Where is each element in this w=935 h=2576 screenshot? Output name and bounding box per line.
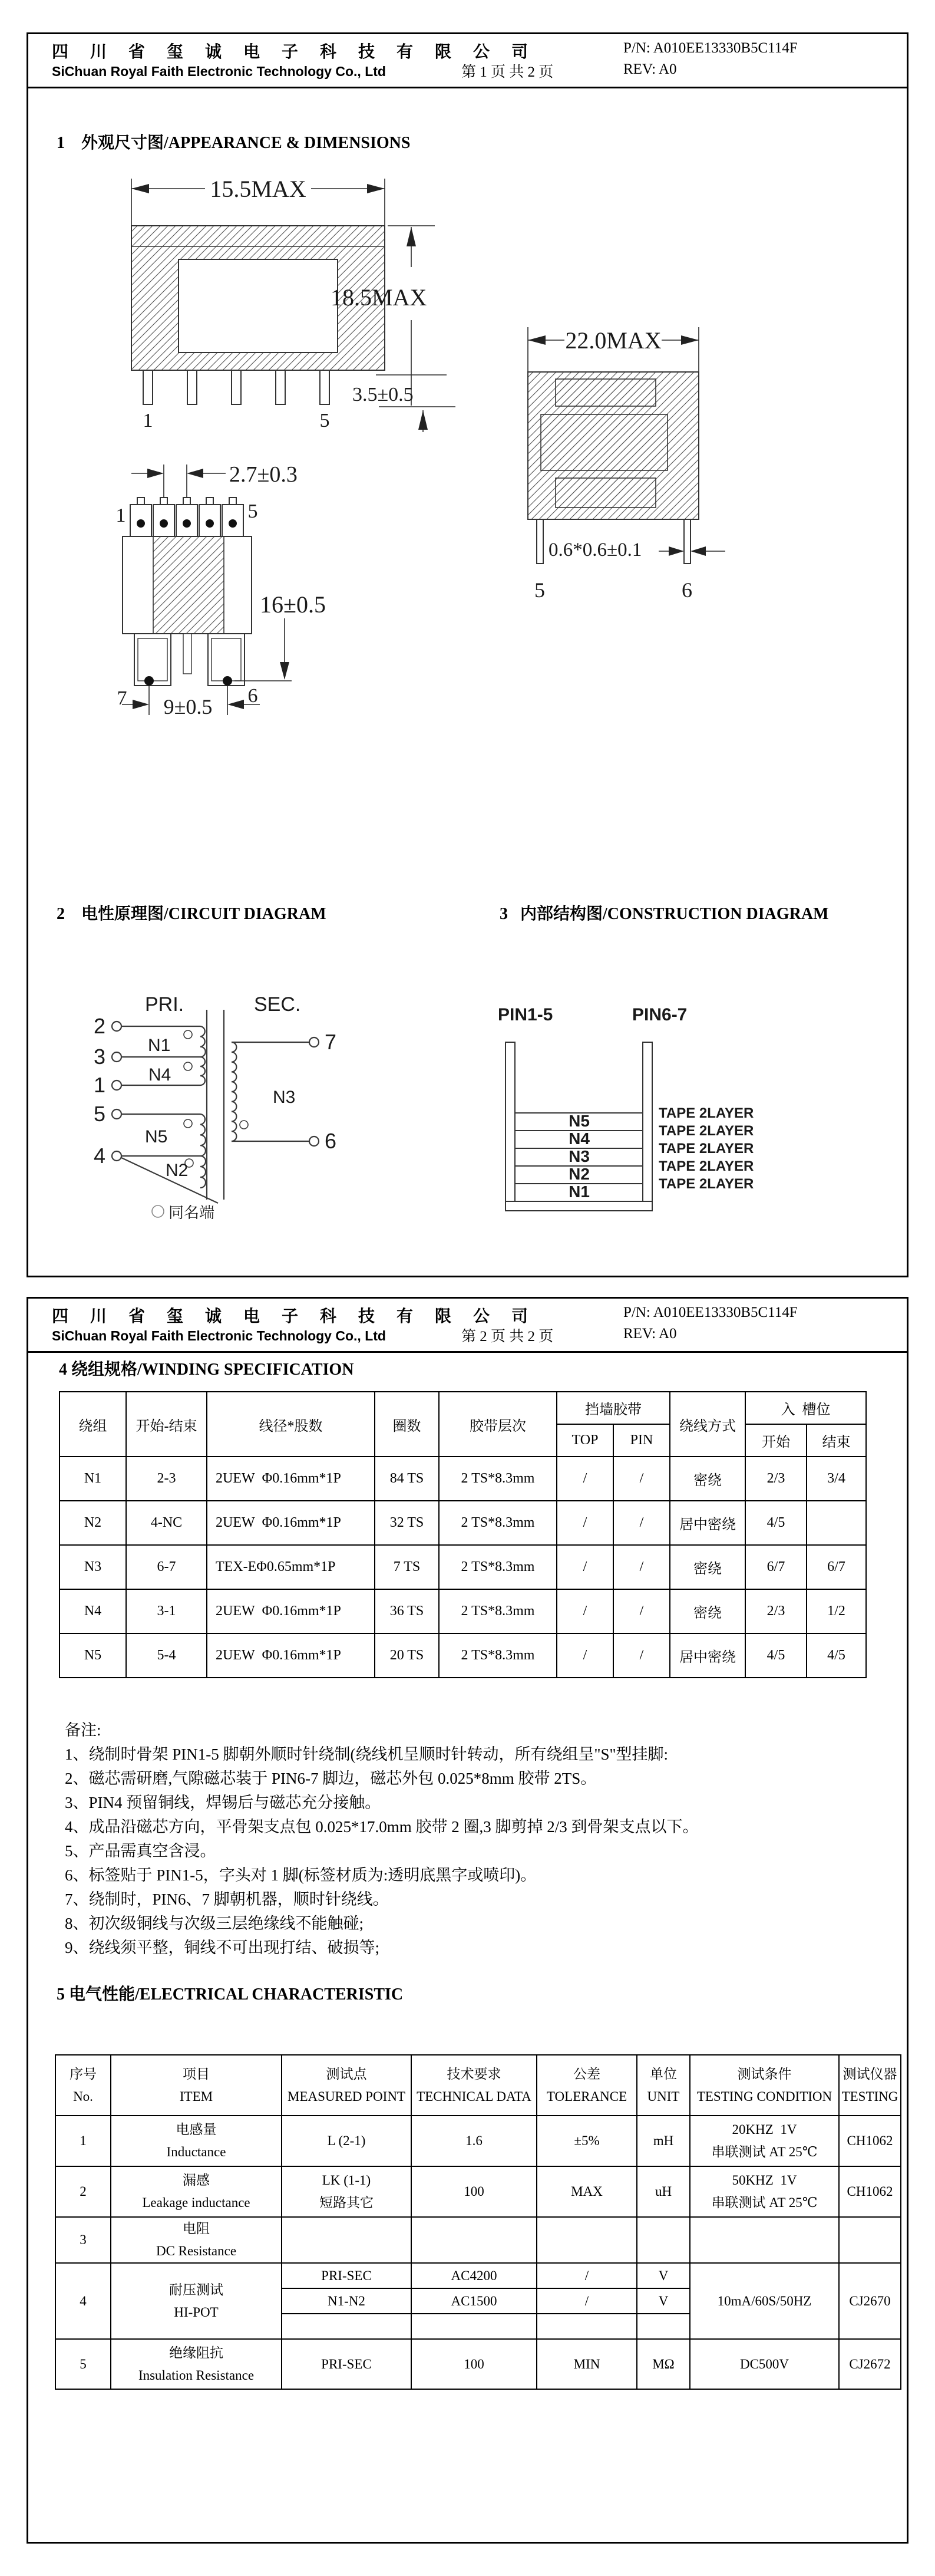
cell: 密绕 <box>670 1457 745 1501</box>
col-header-tol <box>537 2055 637 2116</box>
dim-arrow-up <box>407 227 416 246</box>
note-line: 7、绕制时，PIN6、7 脚朝机器，顺时针绕线。 <box>65 1890 389 1908</box>
cell-tol: MIN <box>537 2339 637 2389</box>
dim-arrow-left <box>131 184 149 193</box>
pri-pin-2: 2 <box>93 1014 105 1038</box>
cell: 4/5 <box>745 1633 807 1678</box>
cell-no: 1 <box>55 2116 111 2166</box>
point-line1: LK (1-1) <box>322 2173 371 2188</box>
pin-label-5: 5 <box>319 410 330 431</box>
table-header-row <box>55 2055 901 2116</box>
layer-label-n5: N5 <box>569 1112 590 1130</box>
page-number: 第 1 页 共 2 页 <box>461 64 554 80</box>
cell: 密绕 <box>670 1589 745 1633</box>
note-line: 6、标签贴于 PIN1-5，字头对 1 脚(标签材质为:透明底黑字或喷印)。 <box>65 1866 537 1884</box>
cell: / <box>557 1545 613 1589</box>
dimension-pitch: 2.7±0.3 <box>229 462 298 487</box>
notes-block <box>65 1718 699 1960</box>
table-row <box>60 1589 866 1633</box>
notes-title: 备注: <box>65 1721 101 1739</box>
part-number: P/N: A010EE13330B5C114F <box>623 1305 798 1320</box>
cell-cond <box>690 2166 839 2217</box>
tape-label-2: TAPE 2LAYER <box>659 1123 754 1139</box>
cell-point: L (2-1) <box>282 2116 411 2166</box>
tape-label-3: TAPE 2LAYER <box>659 1141 754 1157</box>
secondary-label: SEC. <box>254 993 301 1016</box>
sec-pin-6: 6 <box>325 1129 337 1153</box>
pin-6 <box>684 519 690 564</box>
item-en: HI-POT <box>174 2304 219 2320</box>
cell: / <box>613 1633 670 1678</box>
layer-label-n1: N1 <box>569 1182 590 1201</box>
header-en: TECHNICAL DATA <box>417 2089 531 2104</box>
page-1 <box>27 32 908 1277</box>
dim-arrow-right <box>681 335 699 345</box>
header-cn: 测试条件 <box>737 2066 792 2081</box>
cell: 36 TS <box>375 1589 439 1633</box>
circuit-diagram <box>72 969 438 1228</box>
cell: 居中密绕 <box>670 1501 745 1545</box>
col-header-start-end: 开始-结束 <box>126 1392 207 1457</box>
cell: 84 TS <box>375 1457 439 1501</box>
cell-point <box>282 2217 411 2263</box>
cell-tol <box>537 2217 637 2263</box>
cell: N2 <box>60 1501 126 1545</box>
cell: 6/7 <box>745 1545 807 1589</box>
item-en: Leakage inductance <box>142 2195 250 2210</box>
pin-blocks <box>130 498 243 536</box>
tape-label-1: TAPE 2LAYER <box>659 1105 754 1121</box>
note-line: 3、PIN4 预留铜线，焊锡后与磁芯充分接触。 <box>65 1794 381 1811</box>
pad-label-7: 7 <box>117 687 127 709</box>
item-cn: 电阻 <box>183 2221 210 2236</box>
cell-point: PRI-SEC <box>282 2263 411 2288</box>
table-row <box>55 2339 901 2389</box>
bobbin-wall-left <box>506 1042 515 1201</box>
dim-arrow-span-r <box>227 700 244 709</box>
cell-equip: CH1062 <box>839 2116 901 2166</box>
header-cn: 技术要求 <box>447 2066 501 2081</box>
dimension-height: 16±0.5 <box>260 591 326 618</box>
cell-no: 5 <box>55 2339 111 2389</box>
cell-cond: DC500V <box>690 2339 839 2389</box>
header-cn: 测试仪器 <box>843 2066 897 2081</box>
cell: 3-1 <box>126 1589 207 1633</box>
cond-line1: 20KHZ 1V <box>732 2122 797 2137</box>
cell: 7 TS <box>375 1545 439 1589</box>
col-header-no <box>55 2055 111 2116</box>
col-header-turns: 圈数 <box>375 1392 439 1457</box>
company-name-cn: 四 川 省 玺 诚 电 子 科 技 有 限 公 司 <box>52 1307 537 1326</box>
dimension-width: 22.0MAX <box>565 327 662 354</box>
company-name-cn: 四 川 省 玺 诚 电 子 科 技 有 限 公 司 <box>52 43 537 61</box>
header-en: ITEM <box>179 2089 213 2104</box>
cell: N3 <box>60 1545 126 1589</box>
pin-label-6: 6 <box>682 578 692 602</box>
cell: 密绕 <box>670 1545 745 1589</box>
cell: / <box>613 1457 670 1501</box>
section2-title: 2 电性原理图/CIRCUIT DIAGRAM <box>57 905 326 923</box>
cell: / <box>613 1501 670 1545</box>
cell-point: PRI-SEC <box>282 2339 411 2389</box>
item-cn: 耐压测试 <box>169 2282 223 2297</box>
revision: REV: A0 <box>623 61 677 77</box>
cell-data: 100 <box>411 2339 537 2389</box>
note-line: 2、磁芯需研磨,气隙磁芯装于 PIN6-7 脚边，磁芯外包 0.025*8mm 胶带 2TS。 <box>65 1770 597 1787</box>
side-view-drawing <box>508 320 886 603</box>
cell-item <box>111 2339 282 2389</box>
dimension-pin-length: 3.5±0.5 <box>352 384 414 406</box>
col-header-cond <box>690 2055 839 2116</box>
col-header-winding: 绕组 <box>60 1392 126 1457</box>
cell: 4/5 <box>745 1501 807 1545</box>
col-header-item <box>111 2055 282 2116</box>
col-header-point <box>282 2055 411 2116</box>
cell: 4-NC <box>126 1501 207 1545</box>
bobbin-base <box>506 1201 652 1211</box>
table-row <box>55 2217 901 2263</box>
cell: 2/3 <box>745 1589 807 1633</box>
note-line: 8、初次级铜线与次级三层绝缘线不能触碰; <box>65 1915 364 1932</box>
table-row <box>60 1501 866 1545</box>
cell: 2UEW Φ0.16mm*1P <box>207 1501 375 1545</box>
cell-unit <box>637 2217 690 2263</box>
item-en: Inductance <box>166 2145 226 2159</box>
col-header-method: 绕线方式 <box>670 1392 745 1457</box>
pad-7-dot <box>144 676 154 686</box>
part-number: P/N: A010EE13330B5C114F <box>623 40 798 56</box>
winding-section <box>541 414 668 470</box>
cell-data: AC1500 <box>411 2288 537 2314</box>
col-header-equip <box>839 2055 901 2116</box>
page-number: 第 2 页 共 2 页 <box>461 1329 554 1345</box>
section1-title: 1 外观尺寸图/APPEARANCE & DIMENSIONS <box>57 134 411 152</box>
cell-unit: V <box>637 2288 690 2314</box>
header-cn: 序号 <box>70 2066 97 2081</box>
point-line2: 短路其它 <box>319 2195 374 2210</box>
dim-arrow-span-l <box>133 700 149 709</box>
cell: 2UEW Φ0.16mm*1P <box>207 1633 375 1678</box>
dim-arrow-left <box>528 335 546 345</box>
sec-pin-7: 7 <box>325 1030 337 1054</box>
cell: 3/4 <box>807 1457 866 1501</box>
cell: / <box>557 1589 613 1633</box>
cell-tol: MAX <box>537 2166 637 2217</box>
cell-unit <box>637 2314 690 2339</box>
col-header-slot-start: 开始 <box>745 1424 807 1457</box>
cell: 32 TS <box>375 1501 439 1545</box>
cell-tol: / <box>537 2263 637 2288</box>
layer-label-n3: N3 <box>569 1147 590 1165</box>
col-header-tape: 胶带层次 <box>439 1392 557 1457</box>
cell: 20 TS <box>375 1633 439 1678</box>
header-cn: 测试点 <box>326 2066 367 2081</box>
winding-n5: N5 <box>145 1127 168 1147</box>
header-en: TESTING CONDITION <box>696 2089 832 2104</box>
cell-item <box>111 2217 282 2263</box>
header-cn: 单位 <box>650 2066 677 2081</box>
pin-5 <box>537 519 543 564</box>
cell-data <box>411 2314 537 2339</box>
tape-label-4: TAPE 2LAYER <box>659 1158 754 1174</box>
page-2 <box>27 1297 908 2544</box>
cell: / <box>613 1545 670 1589</box>
tape-label-5: TAPE 2LAYER <box>659 1176 754 1192</box>
cell: / <box>557 1501 613 1545</box>
item-cn: 漏感 <box>183 2173 210 2188</box>
pins-right-label: PIN6-7 <box>632 1005 688 1025</box>
cell-tol: / <box>537 2288 637 2314</box>
cell: N4 <box>60 1589 126 1633</box>
note-line: 5、产品需真空含浸。 <box>65 1842 216 1860</box>
core-center <box>153 536 224 634</box>
cell-item <box>111 2116 282 2166</box>
cell-cond <box>690 2217 839 2263</box>
col-header-top: TOP <box>557 1424 613 1457</box>
core-top <box>556 379 656 406</box>
header-en: TESTING <box>841 2089 898 2104</box>
cell-equip <box>839 2217 901 2263</box>
header-en: No. <box>73 2089 93 2104</box>
note-line: 1、绕制时骨架 PIN1-5 脚朝外顺时针绕制(绕线机呈顺时针转动，所有绕组呈"S"型挂脚: <box>65 1745 669 1763</box>
cell: 2 TS*8.3mm <box>439 1501 557 1545</box>
cell-tol <box>537 2314 637 2339</box>
dimension-height: 18.5MAX <box>331 284 427 311</box>
cell-equip: CJ2670 <box>839 2263 901 2339</box>
cell-data: 1.6 <box>411 2116 537 2166</box>
cell: N1 <box>60 1457 126 1501</box>
header-en: UNIT <box>647 2089 680 2104</box>
section3-title: 3 内部结构图/CONSTRUCTION DIAGRAM <box>500 905 829 923</box>
primary-label: PRI. <box>145 993 184 1016</box>
cell-no: 3 <box>55 2217 111 2263</box>
top-view-drawing <box>114 438 467 727</box>
note-line: 4、成品沿磁芯方向，平骨架支点包 0.025*17.0mm 胶带 2 圈,3 脚剪掉 2/3 到骨架支点以下。 <box>65 1818 699 1836</box>
cell-point: N1-N2 <box>282 2288 411 2314</box>
cell: 2 TS*8.3mm <box>439 1633 557 1678</box>
cond-line2: 串联测试 AT 25℃ <box>711 2145 818 2159</box>
cell <box>807 1501 866 1545</box>
table-row <box>60 1633 866 1678</box>
legend-text: 同名端 <box>169 1204 215 1221</box>
col-header-pin: PIN <box>613 1424 670 1457</box>
item-en: DC Resistance <box>156 2244 237 2258</box>
bobbin-window <box>179 259 338 353</box>
winding-n4: N4 <box>148 1065 171 1085</box>
layer-label-n4: N4 <box>569 1129 590 1148</box>
cell: / <box>557 1457 613 1501</box>
item-en: Insulation Resistance <box>138 2367 255 2383</box>
pin-label-5: 5 <box>534 578 545 602</box>
cell-tol: ±5% <box>537 2116 637 2166</box>
cell-item <box>111 2166 282 2217</box>
cell: 6-7 <box>126 1545 207 1589</box>
col-header-barrier: 挡墙胶带 <box>557 1392 670 1424</box>
layer-label-n2: N2 <box>569 1165 590 1183</box>
table-row <box>55 2263 901 2288</box>
table-row <box>60 1545 866 1589</box>
cell: 1/2 <box>807 1589 866 1633</box>
header-en: TOLERANCE <box>546 2089 627 2104</box>
cell: 5-4 <box>126 1633 207 1678</box>
front-view-drawing <box>117 170 458 432</box>
cell-point <box>282 2166 411 2217</box>
winding-n2: N2 <box>166 1161 189 1180</box>
section4-title: 4 绕组规格/WINDING SPECIFICATION <box>59 1361 354 1379</box>
electrical-table <box>55 2054 901 2390</box>
cell: / <box>557 1633 613 1678</box>
header-cn: 公差 <box>573 2066 600 2081</box>
col-header-wire: 线径*股数 <box>207 1392 375 1457</box>
cell: 2UEW Φ0.16mm*1P <box>207 1457 375 1501</box>
col-header-unit <box>637 2055 690 2116</box>
cell: 居中密绕 <box>670 1633 745 1678</box>
section5-title: 5 电气性能/ELECTRICAL CHARACTERISTIC <box>57 1985 404 2004</box>
header-en: MEASURED POINT <box>288 2089 405 2104</box>
col-header-data <box>411 2055 537 2116</box>
dim-arrow-pin-r <box>690 546 706 556</box>
pins-left-label: PIN1-5 <box>498 1005 553 1025</box>
dimension-pin-size: 0.6*0.6±0.1 <box>549 539 642 561</box>
dim-arrow-right <box>367 184 385 193</box>
cell: 6/7 <box>807 1545 866 1589</box>
dim-arrow-pin-l <box>669 546 684 556</box>
winding-n1: N1 <box>148 1036 171 1055</box>
cond-line1: 50KHZ 1V <box>732 2173 797 2188</box>
cell-data: 100 <box>411 2166 537 2217</box>
dim-arrow-pitch-r <box>187 469 203 478</box>
cell-no: 2 <box>55 2166 111 2217</box>
cell: 2UEW Φ0.16mm*1P <box>207 1589 375 1633</box>
cell-cond: 10mA/60S/50HZ <box>690 2263 839 2339</box>
revision: REV: A0 <box>623 1326 677 1342</box>
pad-7-inner <box>138 638 167 681</box>
page2-header <box>28 1299 907 1353</box>
cell: 4/5 <box>807 1633 866 1678</box>
dim-arrow-up2 <box>418 410 428 430</box>
winding-n3: N3 <box>273 1088 296 1107</box>
cell: TEX-EΦ0.65mm*1P <box>207 1545 375 1589</box>
cell: / <box>613 1589 670 1633</box>
pin-label-1: 1 <box>143 410 153 431</box>
cell-unit: V <box>637 2263 690 2288</box>
col-header-slot: 入 槽位 <box>745 1392 866 1424</box>
bobbin-wall-right <box>643 1042 652 1201</box>
col-header-slot-end: 结束 <box>807 1424 866 1457</box>
winding-table <box>59 1391 867 1678</box>
table-row <box>55 2166 901 2217</box>
pad-label-6: 6 <box>247 685 258 707</box>
pri-pin-3: 3 <box>93 1045 105 1069</box>
pins-row <box>143 370 329 404</box>
pri-pin-1: 1 <box>93 1073 105 1097</box>
core-bottom <box>556 478 656 508</box>
cell: 2 TS*8.3mm <box>439 1457 557 1501</box>
dim-arrow-down <box>280 662 289 680</box>
cell-equip: CH1062 <box>839 2166 901 2217</box>
cell-unit: mH <box>637 2116 690 2166</box>
pad-6-dot <box>223 676 232 686</box>
cell: N5 <box>60 1633 126 1678</box>
company-name-en: SiChuan Royal Faith Electronic Technology Co., Ltd <box>52 64 386 79</box>
pin-label-5: 5 <box>247 500 258 522</box>
note-line: 9、绕线须平整，铜线不可出现打结、破损等; <box>65 1939 380 1956</box>
polarity-dots <box>184 1030 248 1167</box>
cell: 2 TS*8.3mm <box>439 1545 557 1589</box>
cell-data: AC4200 <box>411 2263 537 2288</box>
dimension-span: 9±0.5 <box>163 695 213 719</box>
cell-no: 4 <box>55 2263 111 2339</box>
cond-line2: 串联测试 AT 25℃ <box>711 2195 818 2210</box>
dimension-width: 15.5MAX <box>210 176 306 202</box>
table-row <box>60 1457 866 1501</box>
pin-label-1: 1 <box>115 505 126 526</box>
construction-diagram <box>491 980 891 1228</box>
cell-unit: uH <box>637 2166 690 2217</box>
cell-equip: CJ2672 <box>839 2339 901 2389</box>
cell-point <box>282 2314 411 2339</box>
cell-item <box>111 2263 282 2339</box>
item-cn: 电感量 <box>176 2122 217 2137</box>
center-leg <box>183 634 191 674</box>
company-name-en: SiChuan Royal Faith Electronic Technology Co., Ltd <box>52 1328 386 1343</box>
cell-cond <box>690 2116 839 2166</box>
cell: 2 TS*8.3mm <box>439 1589 557 1633</box>
dim-arrow-pitch-l <box>147 469 164 478</box>
page1-header <box>28 34 907 88</box>
cell-unit: MΩ <box>637 2339 690 2389</box>
cell-data <box>411 2217 537 2263</box>
pri-pin-5: 5 <box>93 1102 105 1126</box>
pad-6-inner <box>212 638 241 681</box>
cell: 2-3 <box>126 1457 207 1501</box>
cell: 2/3 <box>745 1457 807 1501</box>
table-row <box>55 2116 901 2166</box>
header-cn: 项目 <box>183 2066 210 2081</box>
pri-pin-4: 4 <box>93 1144 105 1168</box>
legend-dot-icon <box>152 1205 164 1217</box>
item-cn: 绝缘阻抗 <box>169 2345 223 2360</box>
